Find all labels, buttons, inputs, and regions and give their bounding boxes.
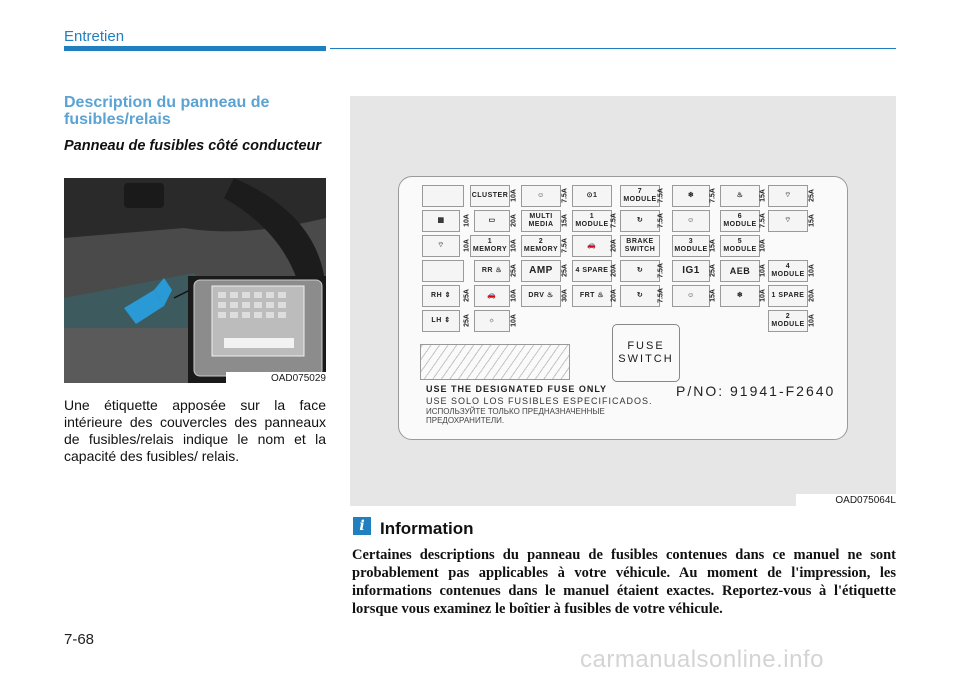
rr-seat-icon: RR ♨ bbox=[474, 260, 510, 282]
fuse-amp: 20A bbox=[610, 289, 618, 302]
fuse-amp: 10A bbox=[463, 214, 471, 227]
fuse-amp: 25A bbox=[463, 289, 471, 302]
watermark: carmanualsonline.info bbox=[580, 646, 824, 673]
fuse-amp: 7.5A bbox=[610, 213, 618, 228]
rear-wiper-icon: ⌔ bbox=[422, 235, 460, 257]
frt-seat-icon: FRT ♨ bbox=[572, 285, 612, 307]
fuse-cluster: CLUSTER bbox=[470, 185, 510, 207]
fuse-memory2: 2 MEMORY bbox=[521, 235, 561, 257]
fuse-amp: 10A bbox=[510, 189, 518, 202]
fuse-amp: 15A bbox=[709, 289, 717, 302]
fuse-module4: 4 MODULE bbox=[768, 260, 808, 282]
fuse-switch bbox=[612, 324, 680, 382]
fuse-amp: 25A bbox=[463, 314, 471, 327]
fuse-module7: 7 MODULE bbox=[620, 185, 660, 207]
part-number: P/NO: 91941-F2640 bbox=[676, 383, 836, 399]
fuse-switch-line2: SWITCH bbox=[618, 353, 674, 365]
fuse-amp: 7.5A bbox=[657, 288, 665, 303]
fuse-amp: 20A bbox=[808, 289, 816, 302]
body-paragraph: Une étiquette apposée sur la face intérieure des couvercles des panneaux de fusibles/relais indique le nom et la capacité des fusibles/ relais. bbox=[64, 397, 326, 464]
photo-caption: OAD075029 bbox=[226, 372, 326, 385]
washer-icon: ⌔ bbox=[768, 210, 808, 232]
fuse-amp: 7.5A bbox=[709, 188, 717, 203]
lh-window-icon: LH ⇕ bbox=[422, 310, 460, 332]
circle-arrow-icon: ↻ bbox=[620, 260, 660, 282]
fuse-amp: 7.5A bbox=[561, 238, 569, 253]
fuse-aeb: AEB bbox=[720, 260, 760, 282]
fuse-amp: 7.5A bbox=[561, 188, 569, 203]
page-number: 7-68 bbox=[64, 631, 95, 648]
warning-en: USE THE DESIGNATED FUSE ONLY bbox=[426, 384, 608, 394]
fuse-amp: 7.5A bbox=[657, 213, 665, 228]
header-rule-thin bbox=[330, 48, 896, 49]
car-icon: 🚗 bbox=[572, 235, 612, 257]
rh-window-icon: RH ⇕ bbox=[422, 285, 460, 307]
fuse-blank bbox=[422, 185, 464, 207]
fuse-module2: 2 MODULE bbox=[768, 310, 808, 332]
warning-ru: ИСПОЛЬЗУЙТЕ ТОЛЬКО ПРЕДНАЗНАЧЕННЫЕ ПРЕДОХРАНИТЕЛИ. bbox=[426, 407, 605, 425]
seat-heat-icon: ♨ bbox=[720, 185, 760, 207]
steering-icon: ⊙1 bbox=[572, 185, 612, 207]
fuse-multimedia: MULTI MEDIA bbox=[521, 210, 561, 232]
fuse-amp: 7.5A bbox=[759, 213, 767, 228]
snowflake-icon: ❄ bbox=[672, 185, 710, 207]
fuse-amp: 25A bbox=[709, 264, 717, 277]
room-lamp-icon: ☼ bbox=[474, 310, 510, 332]
fuse-module1: 1 MODULE bbox=[572, 210, 612, 232]
heading: Description du panneau de fusibles/relais bbox=[64, 94, 270, 128]
airbag-ind-icon: ☺ bbox=[521, 185, 561, 207]
fuse-amp: 15A bbox=[561, 214, 569, 227]
circle-arrow-icon: ↻ bbox=[620, 210, 660, 232]
fuse-amp: 25A bbox=[510, 264, 518, 277]
fuse-amp: 10A bbox=[463, 239, 471, 252]
info-icon: i bbox=[353, 517, 371, 535]
door-icon: ▭ bbox=[474, 210, 510, 232]
fuse-amp: 20A bbox=[610, 239, 618, 252]
info-title: Information bbox=[380, 519, 474, 538]
fuse-brake-switch: BRAKE SWITCH bbox=[620, 235, 660, 257]
fuse-amp: 10A bbox=[510, 314, 518, 327]
fuse-amp: 7.5A bbox=[657, 188, 665, 203]
fuse-module5: 5 MODULE bbox=[720, 235, 760, 257]
fuse-memory1: 1 MEMORY bbox=[470, 235, 510, 257]
fuse-module6: 6 MODULE bbox=[720, 210, 760, 232]
fuse-amp: 10A bbox=[510, 239, 518, 252]
subheading: Panneau de fusibles côté conducteur bbox=[64, 138, 322, 154]
drv-seat-icon: DRV ♨ bbox=[521, 285, 561, 307]
fuse-amp: 10A bbox=[808, 314, 816, 327]
fuse-module3: 3 MODULE bbox=[672, 235, 710, 257]
fuse-amp: 15A bbox=[808, 214, 816, 227]
fuse-amp: 10A bbox=[759, 289, 767, 302]
fuse-switch-line1: FUSE bbox=[627, 340, 665, 352]
snowflake-icon: ❄ bbox=[720, 285, 760, 307]
airbag-icon: ☺ bbox=[672, 285, 710, 307]
fuse-blank bbox=[422, 260, 464, 282]
header-rule-thick bbox=[64, 46, 326, 51]
dashboard-photo bbox=[64, 178, 326, 383]
diagram-caption: OAD075064L bbox=[796, 494, 896, 507]
warning-es: USE SOLO LOS FUSIBLES ESPECIFICADOS. bbox=[426, 396, 653, 406]
fuse-amp-label: AMP bbox=[521, 260, 561, 282]
circle-arrow-icon: ↻ bbox=[620, 285, 660, 307]
fuse-amp: 10A bbox=[759, 239, 767, 252]
fuse-ig1: IG1 bbox=[672, 260, 710, 282]
defrost-icon: ▦ bbox=[422, 210, 460, 232]
airbag-icon: ☺ bbox=[672, 210, 710, 232]
fuse-amp: 15A bbox=[709, 239, 717, 252]
car-icon: 🚗 bbox=[474, 285, 510, 307]
fuse-amp: 25A bbox=[808, 189, 816, 202]
fuse-spare1: 1 SPARE bbox=[768, 285, 808, 307]
hatched-area bbox=[420, 344, 570, 380]
fuse-amp: 20A bbox=[610, 264, 618, 277]
fuse-amp: 7.5A bbox=[657, 263, 665, 278]
fuse-amp: 10A bbox=[808, 264, 816, 277]
fuse-spare4: 4 SPARE bbox=[572, 260, 612, 282]
info-text: Certaines descriptions du panneau de fusibles contenues dans ce manuel ne sont probablement pas applicables à votre véhicule. Au moment de l'impression, les informations contenues dans le manuel étaient exactes. Reportez-vous à l'étiquette lorsque vous examinez le boîtier à fusibles de votre véhicule. bbox=[352, 547, 896, 617]
fuse-amp: 25A bbox=[561, 264, 569, 277]
fuse-amp: 30A bbox=[561, 289, 569, 302]
fuse-amp: 10A bbox=[510, 289, 518, 302]
fuse-amp: 20A bbox=[510, 214, 518, 227]
wiper-icon: ⌔ bbox=[768, 185, 808, 207]
section-title: Entretien bbox=[64, 28, 125, 45]
fuse-amp: 10A bbox=[759, 264, 767, 277]
fuse-amp: 15A bbox=[759, 189, 767, 202]
